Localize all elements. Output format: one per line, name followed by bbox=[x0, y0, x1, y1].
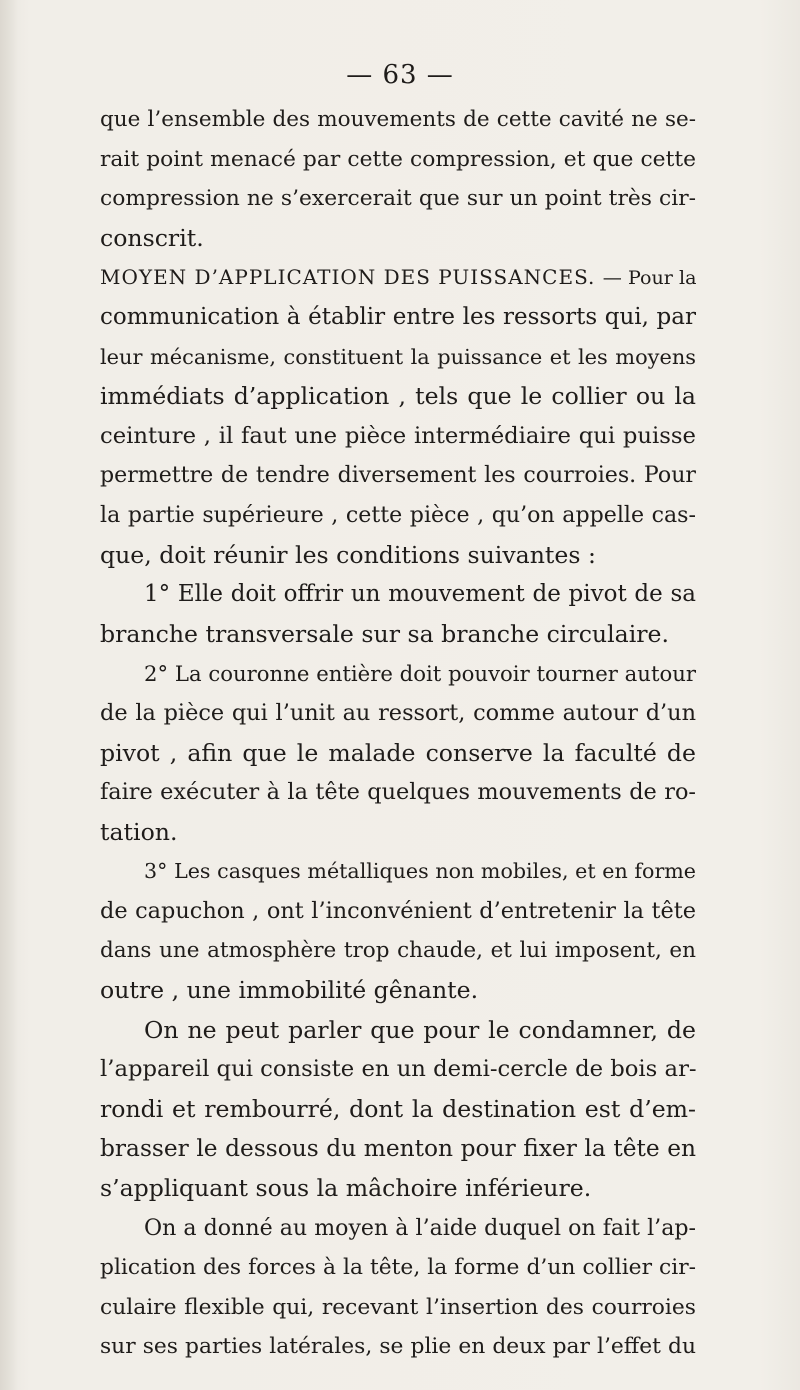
text-line: que, doit réunir les conditions suivantes : bbox=[100, 540, 596, 569]
text-line: s’appliquant sous la mâchoire inférieure. bbox=[100, 1174, 592, 1203]
paragraph-start-line: On a donné au moyen à l’aide duquel on fait l’ap- bbox=[144, 1214, 696, 1241]
text-line: compression ne s’exercerait que sur un point très cir- bbox=[100, 186, 696, 212]
paragraph-start-line: On ne peut parler que pour le condamner, de bbox=[144, 1015, 696, 1044]
text-line: immédiats d’application , tels que le collier ou la bbox=[100, 382, 696, 411]
text-line: ceinture , il faut une pièce intermédiaire qui puisse bbox=[100, 422, 696, 449]
text-line: de la pièce qui l’unit au ressort, comme autour d’un bbox=[100, 699, 696, 726]
text-line: dans une atmosphère trop chaude, et lui imposent, en bbox=[100, 938, 696, 964]
section-heading-line bbox=[100, 258, 696, 298]
text-line: outre , une immobilité gênante. bbox=[100, 976, 479, 1005]
text-line: que l’ensemble des mouvements de cette cavité ne se- bbox=[100, 107, 696, 132]
text-line: brasser le dessous du menton pour fixer la tête en bbox=[100, 1135, 696, 1163]
text-line: culaire flexible qui, recevant l’insertion des courroies bbox=[100, 1294, 696, 1320]
text-line: tation. bbox=[100, 817, 178, 846]
text-line: faire exécuter à la tête quelques mouvements de ro- bbox=[100, 779, 696, 806]
text-line: leur mécanisme, constituent la puissance et les moyens bbox=[100, 344, 696, 369]
page-number: — 63 — bbox=[346, 60, 454, 90]
text-line: la partie supérieure , cette pièce , qu’on appelle cas- bbox=[100, 501, 696, 528]
text-line: l’appareil qui consiste en un demi-cercle de bois ar- bbox=[100, 1056, 697, 1083]
text-line: sur ses parties latérales, se plie en deux par l’effet du bbox=[100, 1334, 696, 1360]
text-line: communication à établir entre les ressorts qui, par bbox=[100, 303, 696, 330]
text-line: branche transversale sur sa branche circulaire. bbox=[100, 619, 670, 648]
text-line: permettre de tendre diversement les courroies. Pour bbox=[100, 462, 696, 489]
section-heading-continuation: — Pour la bbox=[602, 266, 697, 290]
list-item-line: 2° La couronne entière doit pouvoir tourner autour bbox=[144, 661, 696, 687]
list-item-line: 1° Elle doit offrir un mouvement de pivot de sa bbox=[144, 581, 696, 608]
page-binding-shadow bbox=[0, 0, 18, 1390]
list-item-line: 3° Les casques métalliques non mobiles, et en forme bbox=[144, 859, 696, 884]
text-line: rondi et rembourré, dont la destination est d’em- bbox=[100, 1094, 696, 1123]
text-line: conscrit. bbox=[100, 223, 204, 252]
section-heading: MOYEN D’APPLICATION DES PUISSANCES. bbox=[100, 265, 603, 290]
text-line: de capuchon , ont l’inconvénient d’entretenir la tête bbox=[100, 897, 696, 924]
text-line: pivot , afin que le malade conserve la faculté de bbox=[100, 738, 696, 767]
body-text bbox=[100, 100, 696, 1367]
text-line: plication des forces à la tête, la forme d’un collier cir- bbox=[100, 1255, 696, 1281]
text-line: rait point menacé par cette compression, et que cette bbox=[100, 146, 696, 172]
